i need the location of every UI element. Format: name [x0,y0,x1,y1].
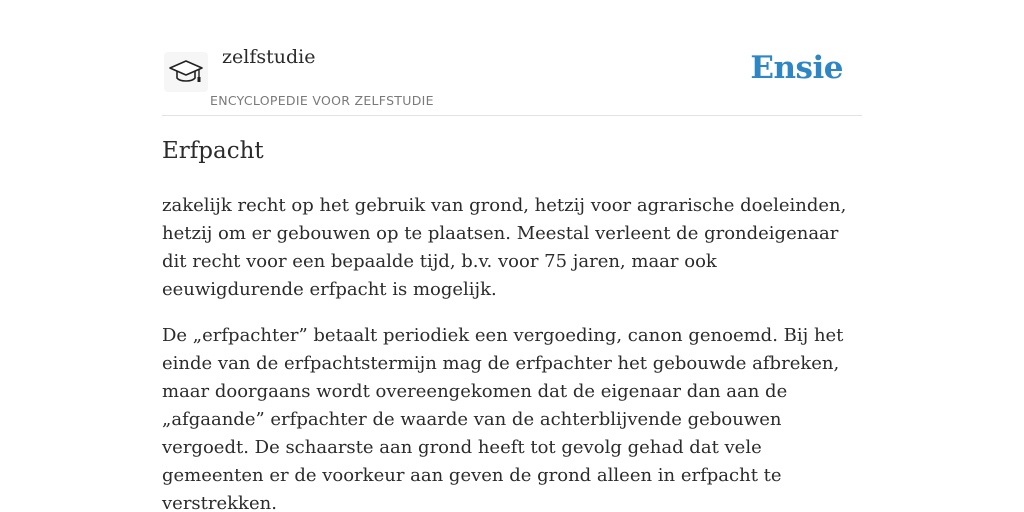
article-title: Erfpacht [162,138,264,164]
site-name-link[interactable]: zelfstudie [222,46,316,68]
site-tagline: ENCYCLOPEDIE VOOR ZELFSTUDIE [210,93,434,108]
page [162,0,862,512]
site-header [162,0,862,116]
brand-logo-link[interactable]: Ensie [750,50,843,86]
graduation-cap-icon[interactable] [164,52,208,92]
article-body [162,192,862,512]
article-paragraph: De „erfpachter” betaalt periodiek een vergoeding, canon genoemd. Bij het einde van de erfpachtstermijn mag de erfpachter het gebouwde afbreken, maar doorgaans wordt overeengekomen dat de eigenaar dan aan de „afgaande” erfpachter de waarde van de achterblijvende gebouwen vergoedt. De schaarste aan grond heeft tot gevolg gehad dat vele gemeenten er de voorkeur aan geven de grond alleen in erfpacht te verstrekken. [162,325,844,512]
article-paragraph: zakelijk recht op het gebruik van grond, hetzij voor agrarische doeleinden, hetzij om er gebouwen op te plaatsen. Meestal verleent de grondeigenaar dit recht voor een bepaalde tijd, b.v. voor 75 jaren, maar ook eeuwigdurende erfpacht is mogelijk. [162,195,847,300]
